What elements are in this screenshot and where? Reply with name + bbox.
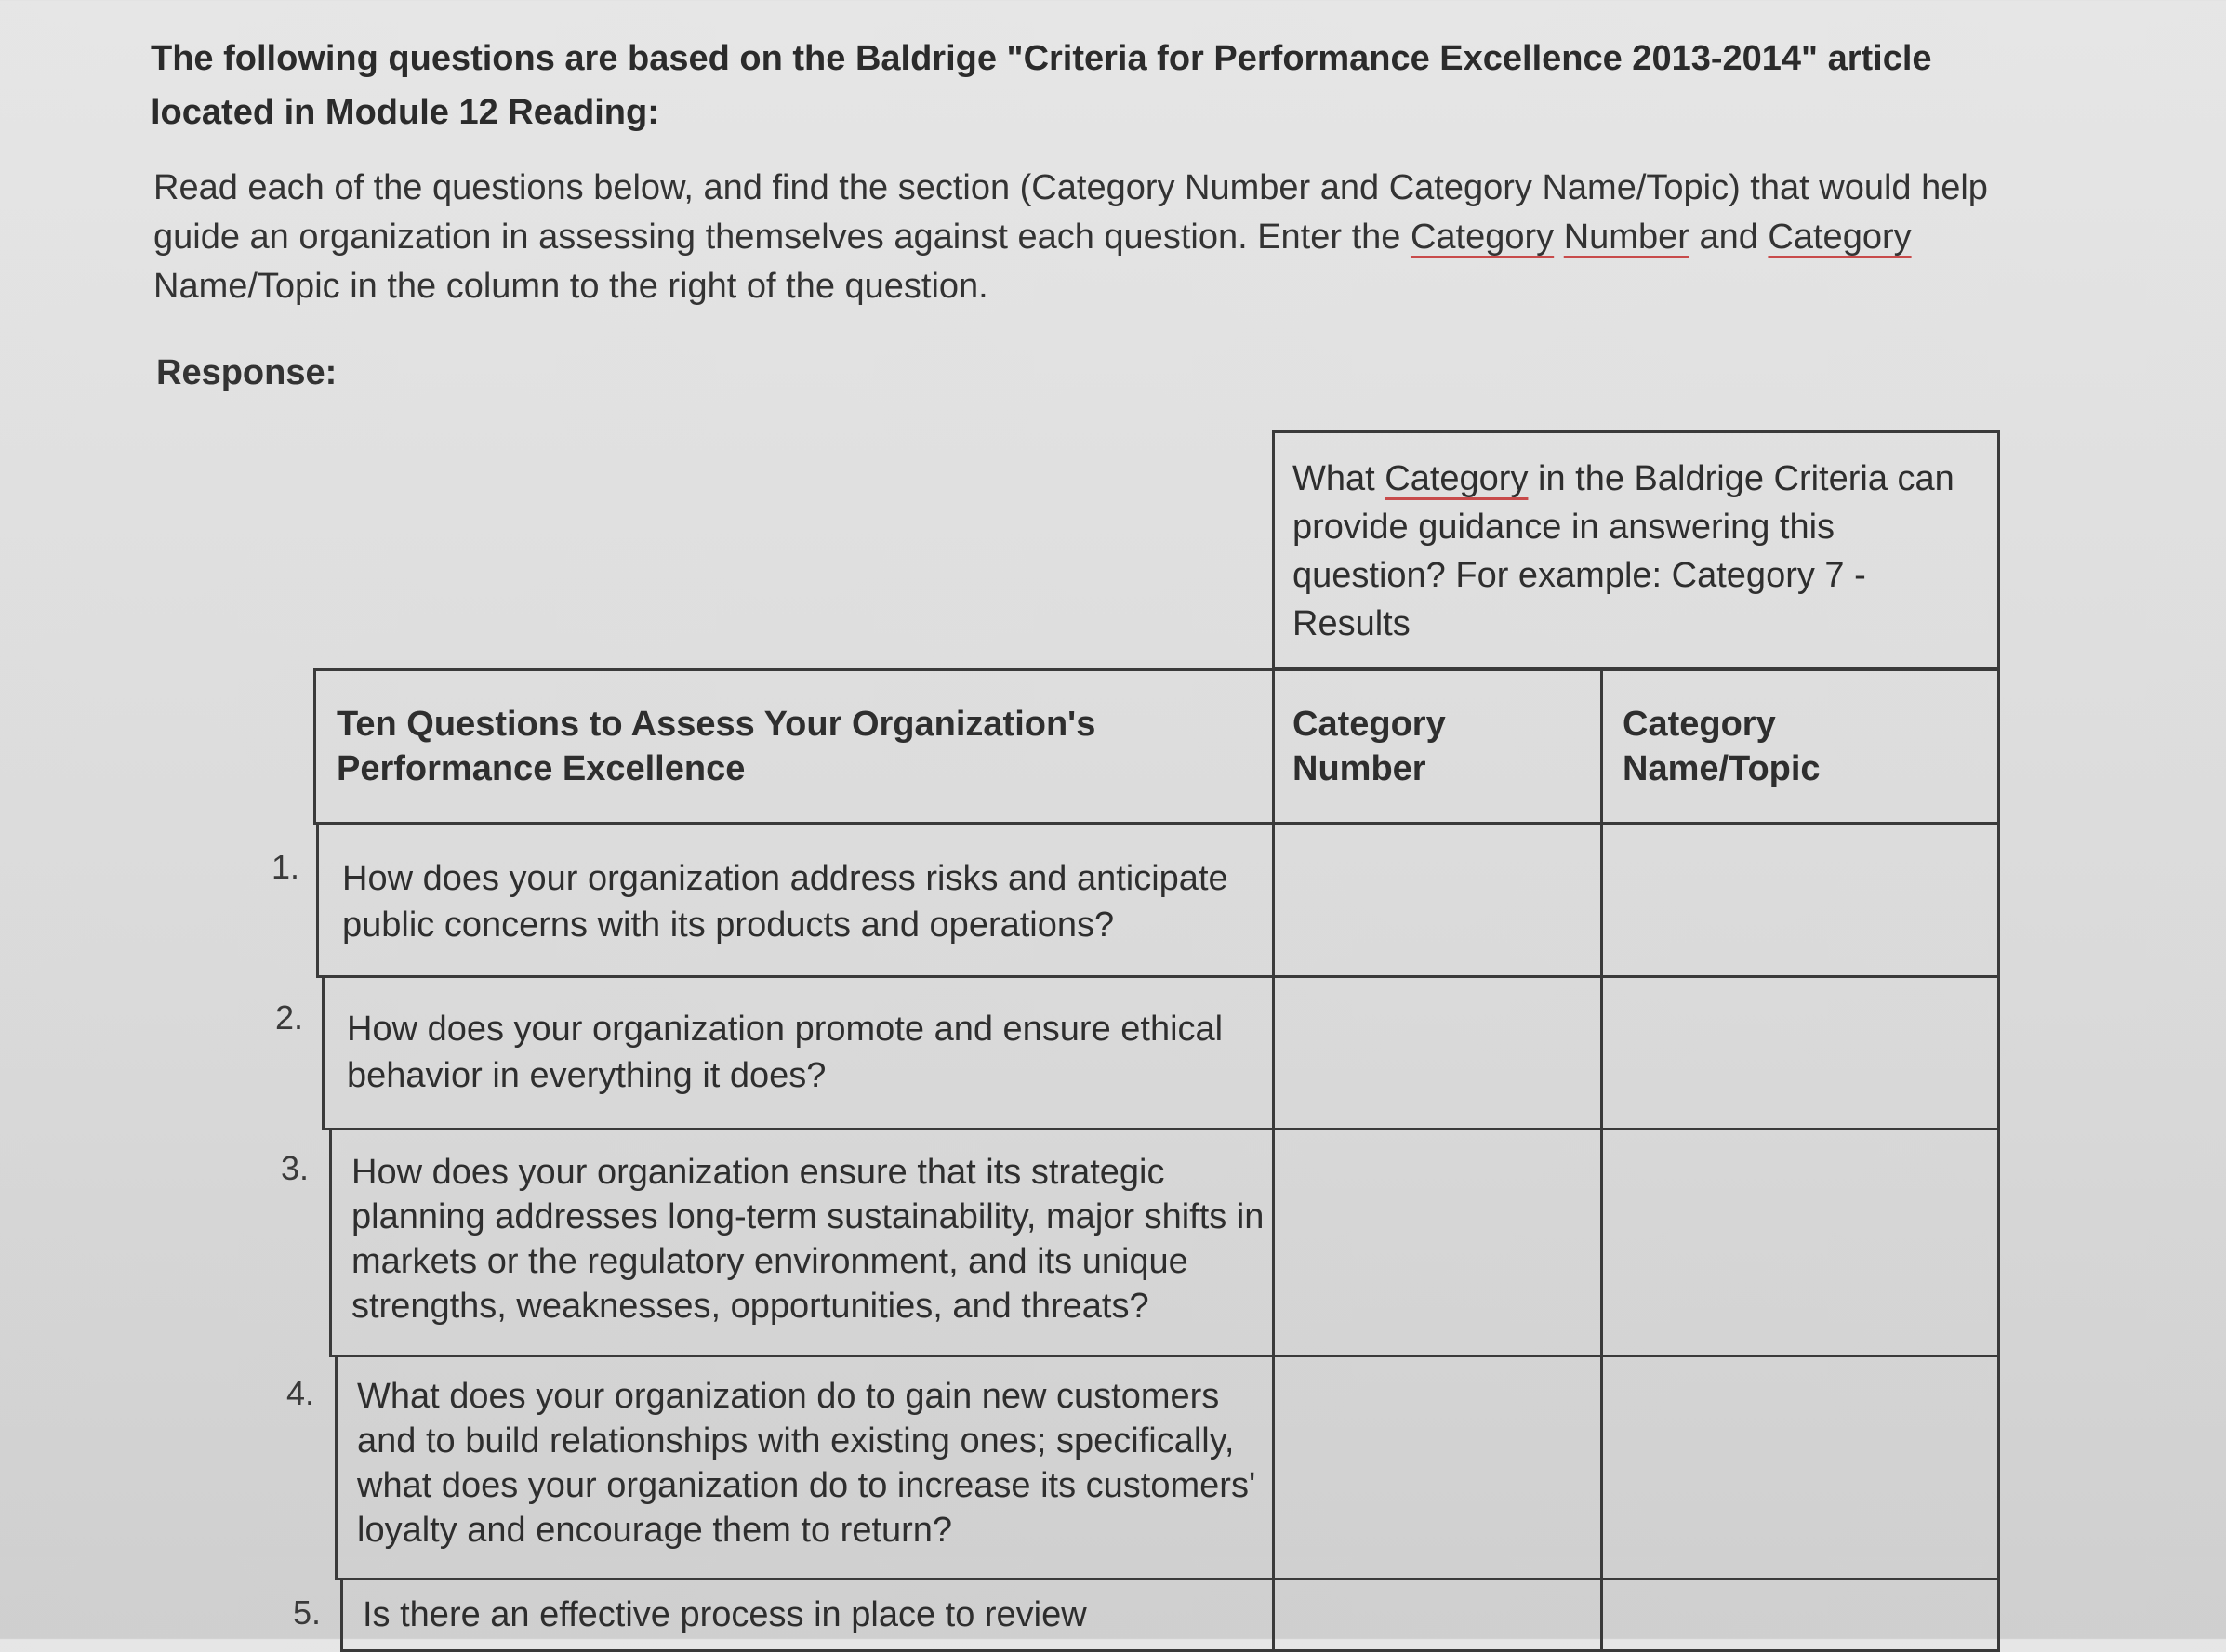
intro-line-1: The following questions are based on the Baldrige "Criteria for Performance Excellence 2013-2014" article bbox=[151, 39, 1932, 78]
col-header-category-name: Category Name/Topic bbox=[1623, 705, 1821, 788]
instructions-paragraph bbox=[153, 164, 2022, 311]
question-text-3: How does your organization ensure that its strategic planning addresses long-term sustainability, major shifts in markets or the regulatory environment, and its unique strengths, weaknesses, opportunities, and threats? bbox=[351, 1153, 1265, 1326]
answer-name-cell-1[interactable] bbox=[1600, 822, 2000, 978]
response-label: Response: bbox=[156, 353, 338, 392]
answer-name-cell-3[interactable] bbox=[1600, 1128, 2000, 1357]
row-number-2: 2. bbox=[275, 998, 304, 1037]
spellcheck-word-category: Category bbox=[1410, 218, 1555, 257]
instructions-line-2-start: guide an organization in assessing themselves against each question. Enter the bbox=[153, 218, 1411, 257]
spellcheck-word-category-2: Category bbox=[1768, 218, 1912, 257]
answer-number-cell-3[interactable] bbox=[1272, 1128, 1603, 1357]
intro-line-2: located in Module 12 Reading: bbox=[151, 93, 659, 132]
guidance-header-text: What Category in the Baldrige Criteria can provide guidance in answering this question? For example: Category 7 - Results bbox=[1292, 459, 1954, 643]
question-text-2: How does your organization promote and ensure ethical behavior in everything it does? bbox=[347, 1010, 1224, 1095]
spellcheck-word-category-header: Category bbox=[1385, 459, 1529, 498]
answer-number-cell-5[interactable] bbox=[1272, 1578, 1603, 1652]
answer-name-cell-4[interactable] bbox=[1600, 1355, 2000, 1580]
answer-name-cell-2[interactable] bbox=[1600, 975, 2000, 1130]
question-text-1: How does your organization address risks and anticipate public concerns with its products and operations? bbox=[342, 859, 1228, 945]
answer-number-cell-2[interactable] bbox=[1272, 975, 1603, 1130]
instructions-line-1: Read each of the questions below, and find the section (Category Number and Category Name/Topic) that would help bbox=[153, 168, 1988, 207]
instructions-line-2 bbox=[153, 213, 2022, 262]
row-number-4: 4. bbox=[286, 1374, 315, 1412]
col-header-category-number: Category Number bbox=[1292, 705, 1446, 788]
answer-number-cell-4[interactable] bbox=[1272, 1355, 1603, 1580]
col-header-question: Ten Questions to Assess Your Organization's Performance Excellence bbox=[337, 705, 1096, 788]
row-number-1: 1. bbox=[272, 848, 300, 886]
instructions-line-2-mid: and bbox=[1689, 218, 1769, 257]
intro-heading bbox=[151, 32, 2010, 139]
answer-name-cell-5[interactable] bbox=[1600, 1578, 2000, 1652]
spellcheck-word-number: Number bbox=[1563, 218, 1689, 257]
question-text-5: Is there an effective process in place to review bbox=[363, 1595, 1087, 1634]
answer-number-cell-1[interactable] bbox=[1272, 822, 1603, 978]
question-text-4: What does your organization do to gain new customers and to build relationships with existing ones; specifically, what does your organization do to increase its customers' loyalty and encourage them to return? bbox=[357, 1377, 1256, 1550]
instructions-line-3: Name/Topic in the column to the right of the question. bbox=[153, 267, 988, 306]
row-number-3: 3. bbox=[281, 1149, 310, 1187]
row-number-5: 5. bbox=[293, 1593, 322, 1632]
